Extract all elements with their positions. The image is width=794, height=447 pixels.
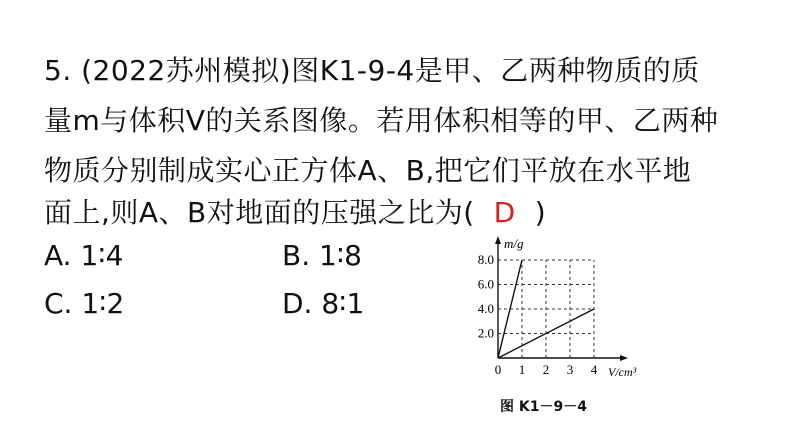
question-line-4 [44, 196, 546, 230]
x-tick-label: 2 [542, 362, 550, 377]
answer-value: D [493, 196, 516, 229]
y-tick-label: 2.0 [477, 325, 494, 341]
question-line-3: 物质分别制成实心正方体A、B,把它们平放在水平地 [44, 154, 692, 187]
y-tick-label: 8.0 [477, 252, 494, 267]
question-line-4-text: 面上,则A、B对地面的压强之比为( [44, 196, 475, 229]
y-tick-label: 4.0 [477, 301, 494, 316]
x-axis-label: V/cm³ [608, 365, 637, 379]
option-d: D. 8∶1 [282, 287, 365, 320]
y-axis-label: m/g [504, 236, 524, 251]
y-tick-label: 6.0 [477, 276, 494, 292]
closing-paren: ) [534, 196, 547, 229]
mass-volume-graph [452, 230, 652, 390]
x-axis-arrow [620, 355, 628, 361]
question-line-1: 5. (2022苏州模拟)图K1-9-4是甲、乙两种物质的质 [44, 54, 700, 87]
x-tick-label: 0 [494, 362, 502, 377]
option-b: B. 1∶8 [282, 239, 362, 272]
option-a: A. 1∶4 [44, 239, 124, 272]
x-tick-label: 1 [518, 362, 526, 377]
x-tick-label: 4 [590, 362, 598, 377]
x-tick-label: 3 [566, 362, 574, 377]
question-line-2: 量m与体积V的关系图像。若用体积相等的甲、乙两种 [44, 104, 719, 137]
y-axis-arrow [495, 236, 501, 244]
figure-caption: 图 K1－9－4 [500, 399, 587, 415]
option-c: C. 1∶2 [44, 287, 125, 320]
